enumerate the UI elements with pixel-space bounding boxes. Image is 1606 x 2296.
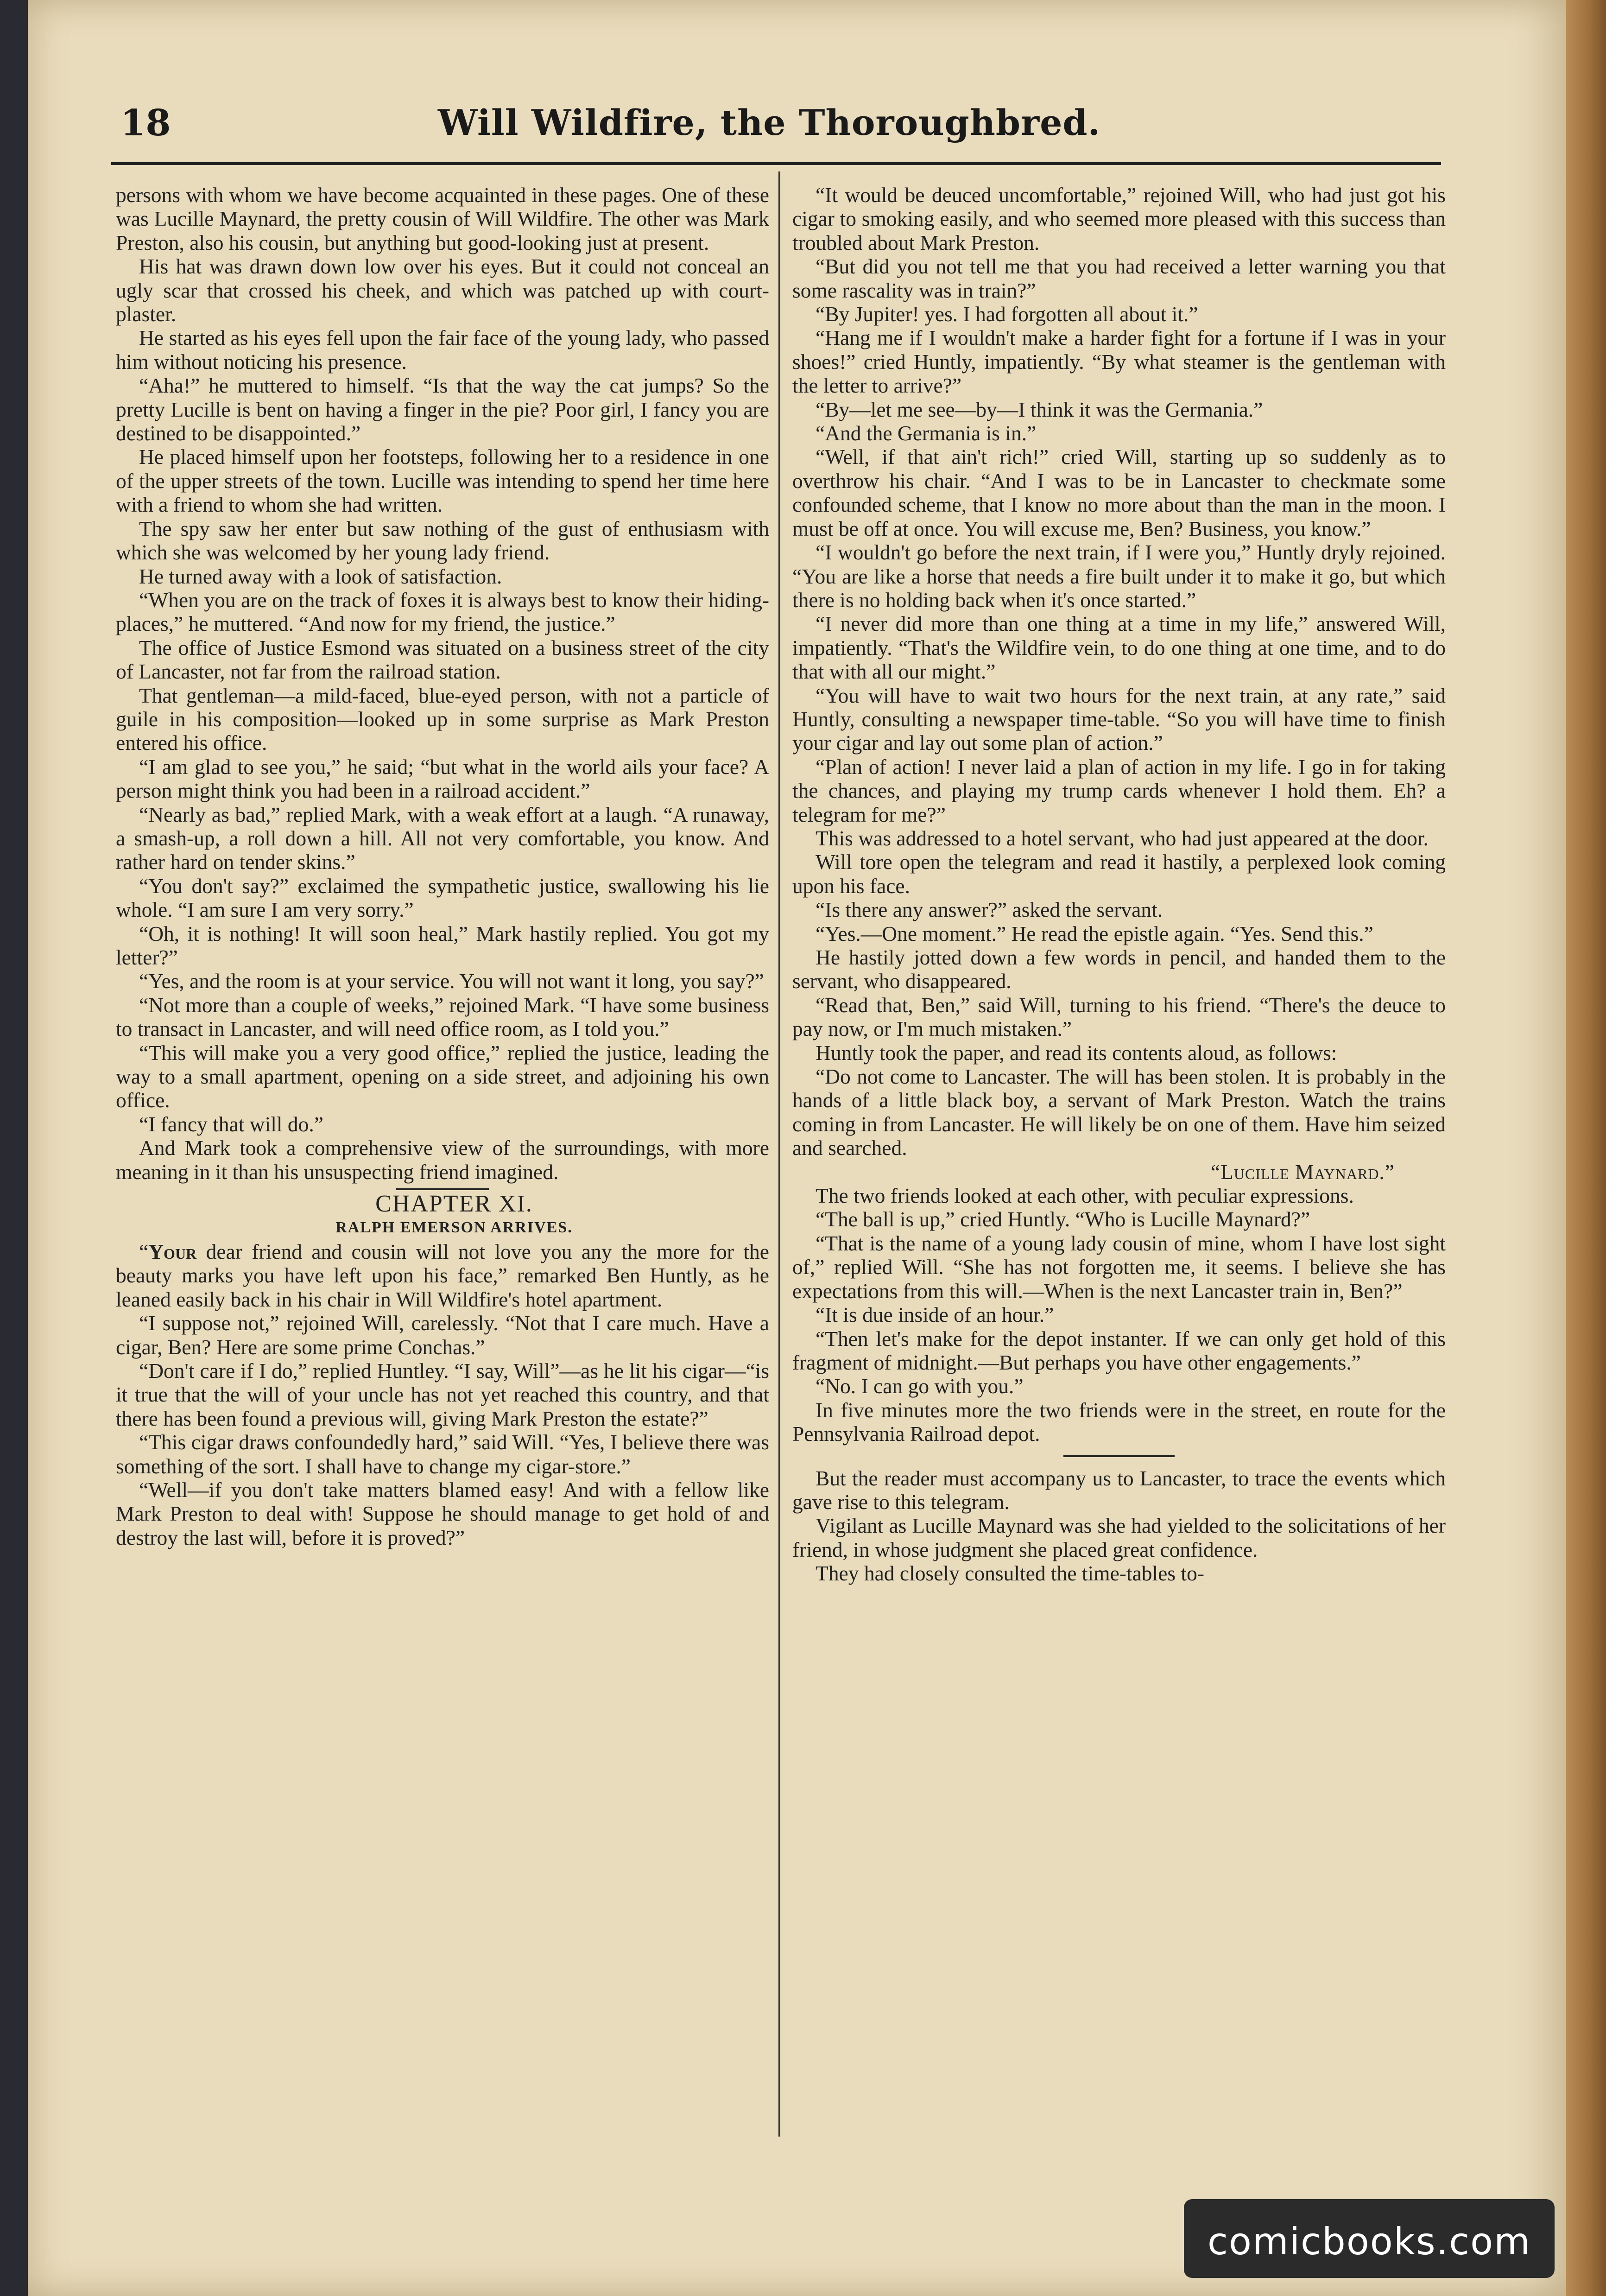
paragraph: “Oh, it is nothing! It will soon heal,” Mark hastily replied. You got my letter?” <box>116 921 769 969</box>
paragraph: That gentleman—a mild-faced, blue-eyed person, with not a particle of guile in his composition—looked up in some surprise as Mark Preston entered his office. <box>116 683 769 755</box>
paragraph: “Then let's make for the depot instanter. If we can only get hold of this fragment of midnight.—But perhaps you have other engagements.” <box>792 1326 1446 1374</box>
paragraph: “It is due inside of an hour.” <box>816 1303 1054 1327</box>
paragraph: “Don't care if I do,” replied Huntley. “I say, Will”—as he lit his cigar—“is it true that the will of your uncle has not yet reached this country, and that there has been found a previous will, giving Mark Preston the estate?” <box>116 1358 769 1430</box>
right-column <box>792 183 1446 2125</box>
paragraph: He placed himself upon her footsteps, following her to a residence in one of the upper streets of the town. Lucille was intending to spend her time here with a friend to whom she had written. <box>116 445 769 517</box>
watermark-text: comicbooks.com <box>1207 2220 1531 2263</box>
chapter-rule <box>396 1188 489 1190</box>
paragraph: “Is there any answer?” asked the servant. <box>816 898 1163 922</box>
paragraph: “By Jupiter! yes. I had forgotten all about it.” <box>816 302 1198 326</box>
page-number: 18 <box>120 102 171 144</box>
paragraph: “And the Germania is in.” <box>816 421 1037 445</box>
telegram-signature: “Lucille Maynard.” <box>1210 1160 1395 1184</box>
paragraph: “Well, if that ain't rich!” cried Will, starting up so suddenly as to overthrow his chair. “And I was to be in Lancaster to checkmate some confounded scheme, that I know no more about than the man in the moon. I must be off at once. You will excuse me, Ben? Business, you know.” <box>792 445 1446 540</box>
watermark-badge <box>1184 2199 1555 2278</box>
paragraph: “This will make you a very good office,” replied the justice, leading the way to a small apartment, opening on a side street, and adjoining his own office. <box>116 1040 769 1112</box>
paragraph: “This cigar draws confoundedly hard,” said Will. “Yes, I believe there was something of the sort. I shall have to change my cigar-store.” <box>116 1430 769 1478</box>
paragraph: “I am glad to see you,” he said; “but what in the world ails your face? A person might think you had been in a railroad accident.” <box>116 755 769 803</box>
paragraph: “I fancy that will do.” <box>139 1112 323 1136</box>
lead-word: Your <box>148 1239 197 1263</box>
paragraph: Will tore open the telegram and read it hastily, a perplexed look coming upon his face. <box>792 850 1446 898</box>
left-column <box>116 183 769 2125</box>
paragraph: “Plan of action! I never laid a plan of action in my life. I go in for taking the chances, and playing my trump cards whenever I hold them. Eh? a telegram for me?” <box>792 755 1446 826</box>
paragraph: But the reader must accompany us to Lancaster, to trace the events which gave rise to this telegram. <box>792 1466 1446 1514</box>
paragraph: His hat was drawn down low over his eyes. But it could not conceal an ugly scar that crossed his cheek, and which was patched up with court-plaster. <box>116 254 769 326</box>
header-rule <box>111 162 1441 165</box>
paragraph: “But did you not tell me that you had received a letter warning you that some rascality was in train?” <box>792 254 1446 302</box>
running-title: Will Wildfire, the Thoroughbred. <box>437 102 1101 143</box>
paragraph: “I suppose not,” rejoined Will, carelessly. “Not that I care much. Have a cigar, Ben? Here are some prime Conchas.” <box>116 1311 769 1359</box>
paragraph: Vigilant as Lucille Maynard was she had yielded to the solicitations of her friend, in whose judgment she placed great confidence. <box>792 1514 1446 1561</box>
paragraph: persons with whom we have become acquainted in these pages. One of these was Lucille Maynard, the pretty cousin of Will Wildfire. The other was Mark Preston, also his cousin, but anything but good-looking just at present. <box>116 183 769 254</box>
column-divider <box>778 171 780 2137</box>
paragraph: “That is the name of a young lady cousin of mine, whom I have lost sight of,” replied Will. “She has not forgotten me, it seems. I believe she has expectations from this will.—When is the next Lancaster train in, Ben?” <box>792 1231 1446 1303</box>
paragraph: Huntly took the paper, and read its contents aloud, as follows: <box>816 1040 1337 1065</box>
paragraph: “You don't say?” exclaimed the sympathetic justice, swallowing his lie whole. “I am sure I am very sorry.” <box>116 874 769 922</box>
lead-rest: dear friend and cousin will not love you any the more for the beauty marks you have left upon his face,” remarked Ben Huntly, as he leaned easily back in his chair in Will Wildfire's hotel apartment. <box>116 1239 769 1311</box>
paragraph: The spy saw her enter but saw nothing of the gust of enthusiasm with which she was welcomed by her young lady friend. <box>116 516 769 564</box>
binding-edge <box>1566 0 1606 2296</box>
paragraph: He started as his eyes fell upon the fair face of the young lady, who passed him without noticing his presence. <box>116 326 769 374</box>
paragraph: “The ball is up,” cried Huntly. “Who is Lucille Maynard?” <box>816 1207 1310 1231</box>
paragraph: He turned away with a look of satisfaction. <box>139 564 502 588</box>
running-head <box>93 93 1446 158</box>
paragraph: “I never did more than one thing at a time in my life,” answered Will, impatiently. “That's the Wildfire vein, to do one thing at one time, and to do that with all our might.” <box>792 612 1446 684</box>
paragraph: They had closely consulted the time-tables to- <box>816 1561 1204 1586</box>
chapter-title: CHAPTER XI. <box>375 1191 533 1218</box>
telegram-text: “Do not come to Lancaster. The will has been stolen. It is probably in the hands of a little black boy, a servant of Mark Preston. Watch the trains coming in from Lancaster. He will likely be on one of them. Have him seized and searched. <box>792 1065 1446 1160</box>
paragraph: In five minutes more the two friends were in the street, en route for the Pennsylvania Railroad depot. <box>792 1398 1446 1446</box>
paragraph: “I wouldn't go before the next train, if I were you,” Huntly dryly rejoined. “You are like a horse that needs a fire built under it to make it go, but which there is no holding back when it's once started.” <box>792 540 1446 612</box>
paragraph: “By—let me see—by—I think it was the Germania.” <box>816 397 1263 421</box>
paragraph: “When you are on the track of foxes it is always best to know their hiding-places,” he muttered. “And now for my friend, the justice.” <box>116 588 769 636</box>
paragraph: “It would be deuced uncomfortable,” rejoined Will, who had just got his cigar to smoking easily, and who seemed more pleased with this success than troubled about Mark Preston. <box>792 183 1446 254</box>
paragraph: “Well—if you don't take matters blamed easy! And with a fellow like Mark Preston to deal with! Suppose he should manage to get hold of and destroy the last will, before it is proved?” <box>116 1478 769 1549</box>
paragraph: “Read that, Ben,” said Will, turning to his friend. “There's the deuce to pay now, or I'm much mistaken.” <box>792 993 1446 1041</box>
paragraph: The office of Justice Esmond was situated on a business street of the city of Lancaster, not far from the railroad station. <box>116 635 769 684</box>
paragraph: “Nearly as bad,” replied Mark, with a weak effort at a laugh. “A runaway, a smash-up, a roll down a hill. All not very comfortable, you know. And rather hard on tender skins.” <box>116 802 769 874</box>
paragraph: “Aha!” he muttered to himself. “Is that the way the cat jumps? So the pretty Lucille is bent on having a finger in the pie? Poor girl, I fancy you are destined to be disappointed.” <box>116 374 769 445</box>
paragraph: “Yes.—One moment.” He read the epistle again. “Yes. Send this.” <box>816 921 1373 945</box>
chapter-opening-paragraph: “Your dear friend and cousin will not love you any the more for the beauty marks you have left upon his face,” remarked Ben Huntly, as he leaned easily back in his chair in Will Wildfire's hotel apartment. <box>116 1239 769 1311</box>
paragraph: “Hang me if I wouldn't make a harder fight for a fortune if I was in your shoes!” cried Huntly, impatiently. “By what steamer is the gentleman with the letter to arrive?” <box>792 326 1446 398</box>
paragraph: “You will have to wait two hours for the next train, at any rate,” said Huntly, consulting a newspaper time-table. “So you will have time to finish your cigar and lay out some plan of action.” <box>792 683 1446 755</box>
chapter-subtitle: RALPH EMERSON ARRIVES. <box>335 1219 573 1237</box>
paragraph: The two friends looked at each other, with peculiar expressions. <box>816 1184 1354 1208</box>
paragraph: And Mark took a comprehensive view of the surroundings, with more meaning in it than his unsuspecting friend imagined. <box>116 1136 769 1184</box>
section-rule <box>1063 1455 1175 1457</box>
paragraph: “Not more than a couple of weeks,” rejoined Mark. “I have some business to transact in Lancaster, and will need office room, as I told you.” <box>116 993 769 1041</box>
paragraph: This was addressed to a hotel servant, who had just appeared at the door. <box>816 826 1429 850</box>
paragraph: “Yes, and the room is at your service. You will not want it long, you say?” <box>139 969 764 993</box>
paragraph: “No. I can go with you.” <box>816 1374 1024 1398</box>
paragraph: He hastily jotted down a few words in pencil, and handed them to the servant, who disappeared. <box>792 945 1446 993</box>
